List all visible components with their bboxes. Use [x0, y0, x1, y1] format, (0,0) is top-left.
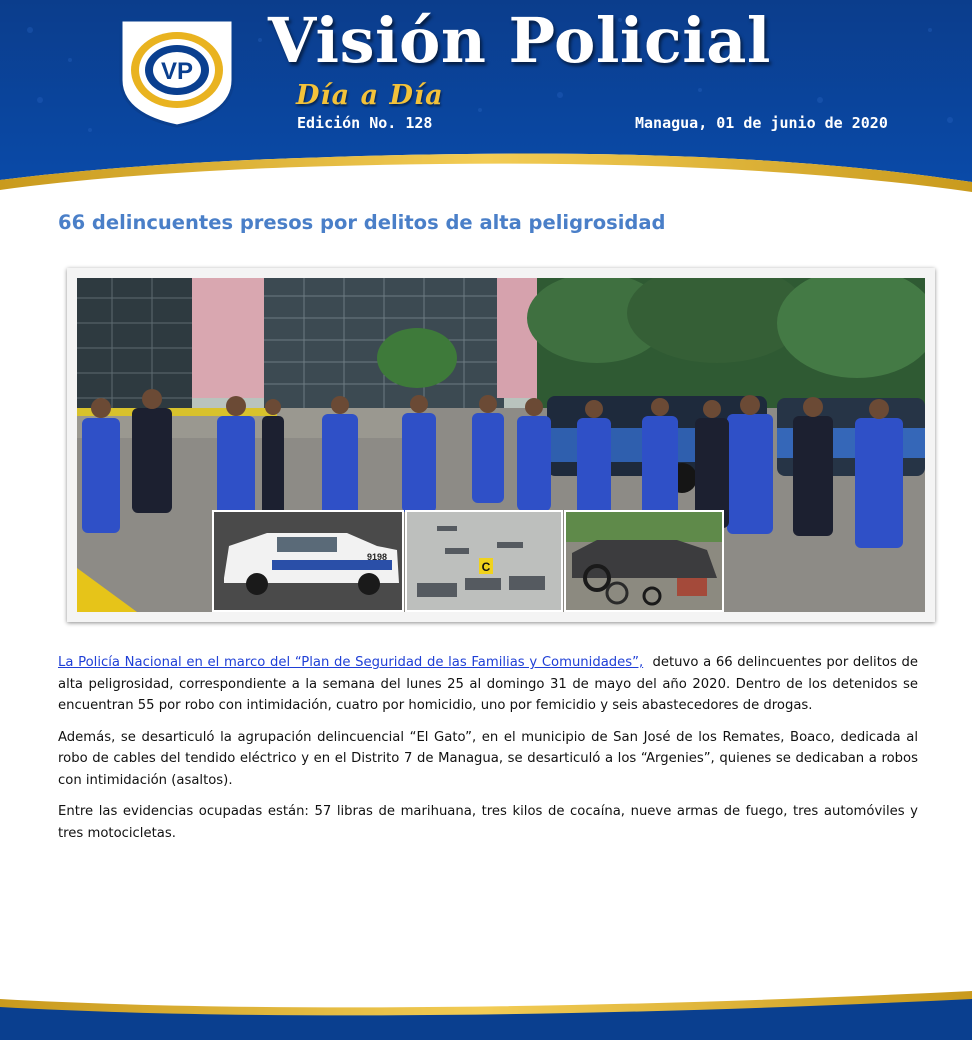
logo-text: VP — [160, 58, 194, 85]
publication-title: Visión Policial — [268, 4, 771, 77]
taxi-number: 9198 — [367, 552, 388, 562]
plan-seguridad-link[interactable]: La Policía Nacional en el marco del “Plan de Seguridad de las Familias y Comunidades”, — [58, 655, 644, 670]
paragraph-1 — [58, 652, 918, 717]
masthead — [0, 0, 972, 205]
paragraph-3: Entre las evidencias ocupadas están: 57 libras de marihuana, tres kilos de cocaína, nueve armas de fuego, tres automóviles y tres motocicletas. — [58, 804, 918, 841]
evidence-marker: C — [481, 560, 491, 574]
paragraph-1-text: detuvo a 66 delincuentes por delitos de alta peligrosidad, correspondiente a la semana del lunes 25 al domingo 31 de mayo del año 2020. Dentro de los detenidos se encuentran 55 por robo con intimidación, cuatro por homicidio, uno por femicidio y seis abastecedores de drogas. — [58, 655, 918, 713]
photo-illustration — [77, 278, 925, 612]
vp-shield-logo — [115, 14, 239, 128]
inset-taxi — [212, 510, 404, 612]
article-body — [58, 652, 918, 854]
dateline: Managua, 01 de junio de 2020 — [635, 114, 888, 132]
page-footer-band — [0, 985, 972, 1040]
inset-evidence — [405, 510, 563, 612]
article-photo — [67, 268, 935, 622]
edition-number: Edición No. 128 — [297, 114, 433, 132]
inset-cables — [564, 510, 724, 612]
publication-subtitle: Día a Día — [296, 80, 444, 111]
paragraph-2: Además, se desarticuló la agrupación delincuencial “El Gato”, en el municipio de San José de los Remates, Boaco, dedicada al robo de cables del tendido eléctrico y en el Distrito 7 de Managua, se desarticuló a los “Argenies”, quienes se dedicaban a robos con intimidación (asaltos). — [58, 729, 918, 788]
article-headline: 66 delincuentes presos por delitos de alta peligrosidad — [58, 211, 666, 234]
